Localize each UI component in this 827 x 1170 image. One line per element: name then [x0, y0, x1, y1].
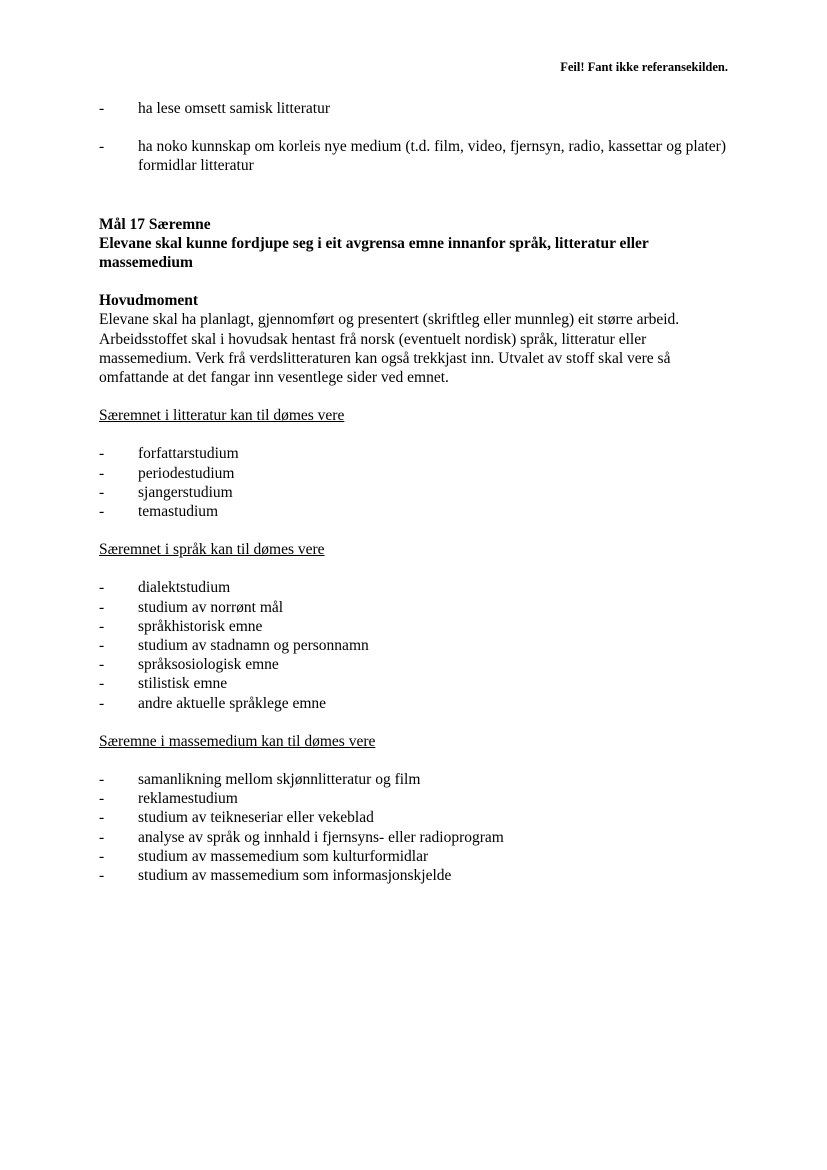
main-points-title: Hovudmoment	[99, 292, 199, 310]
top-list	[99, 99, 728, 176]
reference-error-header: Feil! Fant ikke referansekilden.	[560, 60, 728, 74]
mass-media-list	[99, 770, 728, 885]
goal-title: Mål 17 Særemne	[99, 215, 211, 233]
list-item	[99, 444, 728, 463]
dash-marker: -	[99, 579, 105, 597]
dash-marker: -	[99, 656, 105, 674]
literature-section-heading: Særemnet i litteratur kan til dømes vere	[99, 407, 345, 425]
list-item	[99, 828, 728, 847]
dash-marker: -	[99, 675, 105, 693]
dash-marker: -	[99, 483, 105, 501]
list-item-text: andre aktuelle språklege emne	[138, 694, 327, 712]
dash-marker: -	[99, 809, 105, 827]
list-item-text: ha noko kunnskap om korleis nye medium (t.d. film, video, fjernsyn, radio, kassettar og plater) formidlar litteratur	[138, 138, 727, 175]
list-item	[99, 578, 728, 597]
list-item-text: stilistisk emne	[138, 675, 228, 693]
language-section-heading: Særemnet i språk kan til dømes vere	[99, 541, 325, 559]
list-item	[99, 789, 728, 808]
goal-description: Elevane skal kunne fordjupe seg i eit avgrensa emne innanfor språk, litteratur eller massemedium	[99, 234, 649, 272]
list-item	[99, 808, 728, 827]
list-item	[99, 636, 728, 655]
list-item	[99, 847, 728, 866]
dash-marker: -	[99, 617, 105, 635]
list-item-text: analyse av språk og innhald i fjernsyns- eller radioprogram	[138, 828, 504, 846]
dash-marker: -	[99, 464, 105, 482]
list-item	[99, 674, 728, 693]
dash-marker: -	[99, 138, 105, 156]
dash-marker: -	[99, 828, 105, 846]
list-item-text: periodestudium	[138, 464, 235, 482]
list-item-text: dialektstudium	[138, 579, 231, 597]
list-item	[99, 483, 728, 502]
list-item-text: språkhistorisk emne	[138, 617, 263, 635]
list-item-text: studium av norrønt mål	[138, 598, 284, 616]
list-item	[99, 598, 728, 617]
list-item	[99, 694, 728, 713]
list-item-text: forfattarstudium	[138, 445, 239, 463]
list-item	[99, 137, 728, 175]
list-item-text: samanlikning mellom skjønnlitteratur og film	[138, 771, 421, 789]
dash-marker: -	[99, 694, 105, 712]
list-item	[99, 617, 728, 636]
dash-marker: -	[99, 867, 105, 885]
language-list	[99, 578, 728, 712]
dash-marker: -	[99, 847, 105, 865]
list-item	[99, 502, 728, 521]
list-item	[99, 464, 728, 483]
dash-marker: -	[99, 445, 105, 463]
list-item-text: språksosiologisk emne	[138, 656, 279, 674]
list-item	[99, 655, 728, 674]
dash-marker: -	[99, 503, 105, 521]
list-item	[99, 99, 728, 118]
list-item-text: studium av stadnamn og personnamn	[138, 637, 369, 655]
list-item-text: studium av teikneseriar eller vekeblad	[138, 809, 374, 827]
mass-media-section-heading: Særemne i massemedium kan til dømes vere	[99, 732, 376, 750]
list-item	[99, 866, 728, 885]
dash-marker: -	[99, 771, 105, 789]
list-item-text: reklamestudium	[138, 790, 238, 808]
document-body	[99, 99, 728, 885]
list-item-text: studium av massemedium som kulturformidlar	[138, 847, 429, 865]
main-points-text: Elevane skal ha planlagt, gjennomført og presentert (skriftleg eller munnleg) eit større arbeid. Arbeidsstoffet skal i hovudsak hentast frå norsk (eventuelt nordisk) språk, litteratur eller massemedium. Verk frå verdslitteraturen kan også trekkjast inn. Utvalet av stoff skal vere så omfattande at det fangar inn vesentlege sider ved emnet.	[99, 311, 680, 387]
dash-marker: -	[99, 100, 105, 117]
dash-marker: -	[99, 790, 105, 808]
list-item	[99, 770, 728, 789]
list-item-text: studium av massemedium som informasjonskjelde	[138, 867, 452, 885]
list-item-text: temastudium	[138, 503, 219, 521]
literature-list	[99, 444, 728, 521]
list-item-text: ha lese omsett samisk litteratur	[138, 100, 330, 117]
list-item-text: sjangerstudium	[138, 483, 233, 501]
dash-marker: -	[99, 598, 105, 616]
dash-marker: -	[99, 637, 105, 655]
